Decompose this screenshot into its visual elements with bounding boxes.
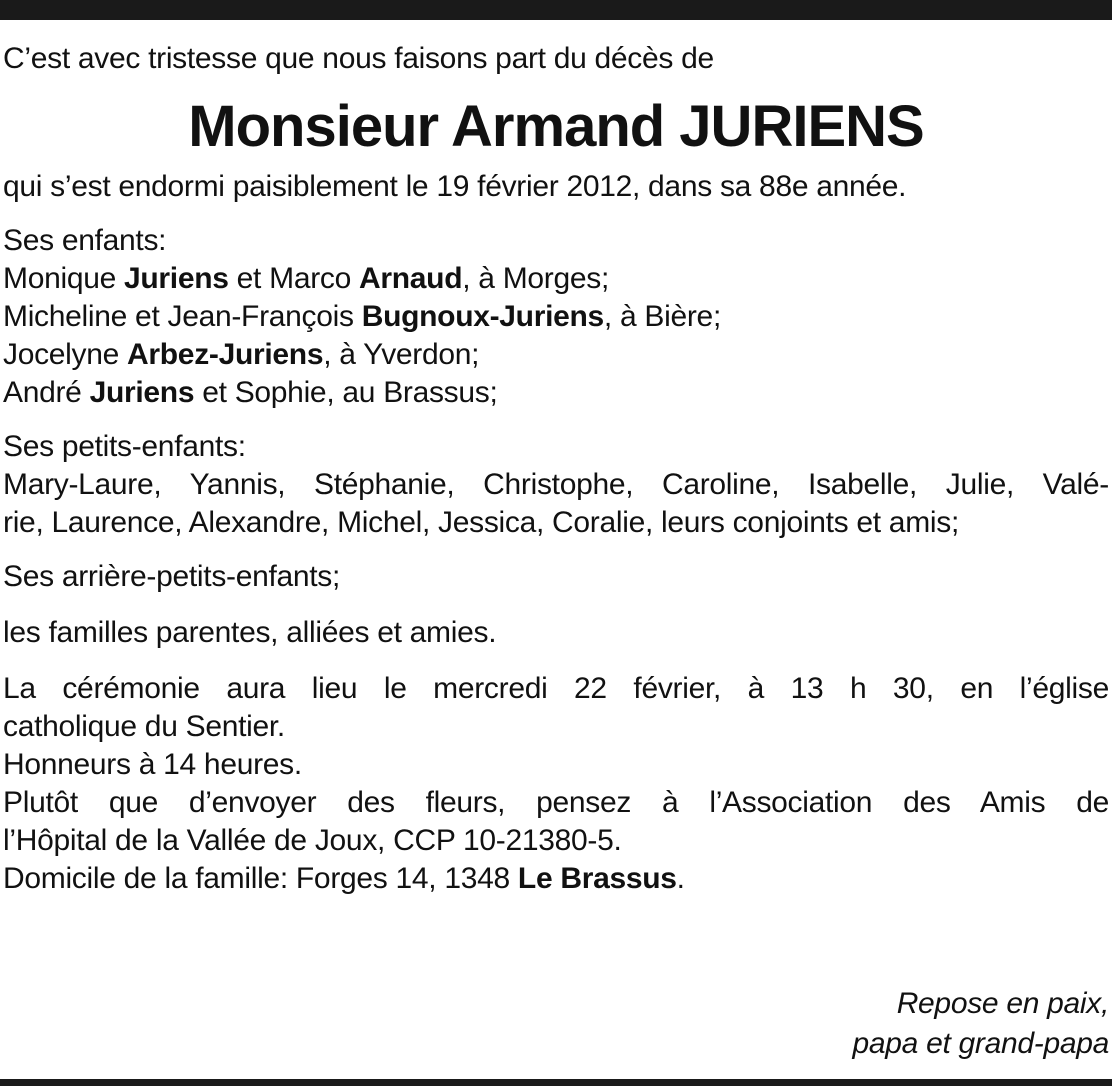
child-line-text: , à Bière; (603, 300, 721, 333)
child-line-text: , à Morges; (462, 262, 609, 295)
child-surname: Juriens (89, 376, 195, 409)
death-line: qui s’est endormi paisiblement le 19 février 2012, dans sa 88e année. (3, 170, 907, 203)
child-line-text: et Sophie, au Brassus; (194, 376, 498, 409)
child-line (3, 336, 1109, 374)
child-surname: Juriens (124, 262, 229, 295)
bottom-rule (0, 1079, 1112, 1086)
intro-text: C’est avec tristesse que nous faisons part du décès de (3, 42, 714, 75)
great-grandchildren-line: Ses arrière-petits-enfants; (3, 560, 341, 593)
child-surname: Bugnoux-Juriens (361, 300, 604, 333)
ceremony-line: catholique du Sentier. (3, 710, 285, 743)
domicile-line (3, 860, 1109, 898)
child-line-text: Jocelyne (3, 338, 128, 371)
grandchildren-line: Mary-Laure, Yannis, Stéphanie, Christophe, Caroline, Isabelle, Julie, Valé- (3, 468, 1109, 501)
child-line (3, 260, 1109, 298)
grandchildren-section (3, 428, 1109, 542)
closing-line: papa et grand-papa (852, 1027, 1109, 1060)
domicile-text: . (676, 862, 685, 895)
child-line-text: Monique (3, 262, 125, 295)
top-rule (0, 0, 1112, 20)
child-line-text: Micheline et Jean-François (3, 300, 362, 333)
obituary-notice (3, 36, 1109, 898)
children-heading: Ses enfants: (3, 224, 167, 257)
ceremony-line: La cérémonie aura lieu le mercredi 22 février, à 13 h 30, en l’église (3, 672, 1109, 705)
ceremony-section (3, 670, 1109, 898)
deceased-name: Monsieur Armand JURIENS (188, 94, 924, 159)
grandchildren-line: rie, Laurence, Alexandre, Michel, Jessica, Coralie, leurs conjoints et amis; (3, 506, 959, 539)
child-line-text: , à Yverdon; (323, 338, 480, 371)
child-surname: Arbez-Juriens (127, 338, 324, 371)
domicile-town: Le Brassus (517, 862, 677, 895)
child-surname: Arnaud (359, 262, 463, 295)
grandchildren-heading: Ses petits-enfants: (3, 430, 246, 463)
child-line-text: et Marco (228, 262, 360, 295)
honours-line: Honneurs à 14 heures. (3, 748, 302, 781)
child-line (3, 298, 1109, 336)
child-line-text: André (3, 376, 90, 409)
flowers-line: l’Hôpital de la Vallée de Joux, CCP 10-21380-5. (3, 824, 622, 857)
children-section (3, 222, 1109, 412)
closing-line: Repose en paix, (896, 987, 1109, 1020)
child-line (3, 374, 1109, 412)
domicile-text: Domicile de la famille: Forges 14, 1348 (3, 862, 518, 895)
families-line: les familles parentes, alliées et amies. (3, 616, 497, 649)
flowers-line: Plutôt que d’envoyer des fleurs, pensez à l’Association des Amis de (3, 786, 1109, 819)
closing-verse (853, 984, 1110, 1064)
